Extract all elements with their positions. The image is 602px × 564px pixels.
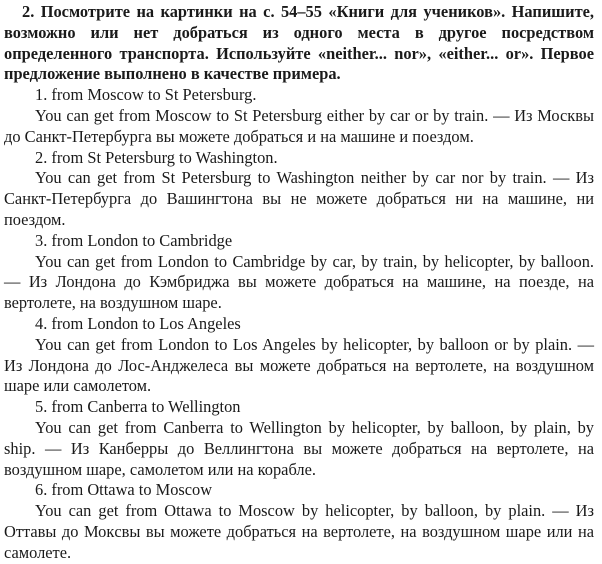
item-heading-1: 1. from Moscow to St Petersburg.: [35, 85, 257, 105]
item-answer-2: You can get from St Petersburg to Washington neither by car nor by train. — Из Санкт-Петербурга до Вашингтона вы не можете добраться ни на машине, ни поездом.: [4, 168, 594, 229]
item-answer-3: You can get from London to Cambridge by car, by train, by helicopter, by balloon. — Из Лондона до Кэмбриджа вы можете добраться на машине, на поезде, на вертолете, на воздушном шаре.: [4, 251, 594, 313]
task-instruction: 2. Посмотрите на картинки на с. 54–55 «Книги для учеников». Напишите, возможно или нет добраться из одного места в другое посредством определенного транспорта. Используйте «neither... nor», «either... or». Первое предложение выполнено в качестве примера.: [4, 2, 594, 84]
item-heading-3: 3. from London to Cambridge: [35, 230, 233, 250]
item-heading-5: 5. from Canberra to Wellington: [35, 397, 241, 417]
item-answer-1: You can get from Moscow to St Petersburg either by car or by train. — Из Москвы до Санкт-Петербурга вы можете добраться и на машине и поездом.: [4, 105, 594, 146]
item-answer-5: You can get from Canberra to Wellington by helicopter, by balloon, by plain, by ship. — Из Канберры до Веллингтона вы можете добраться на вертолете, на воздушном шаре, самолетом или на корабле.: [4, 417, 594, 479]
item-heading-4: 4. from London to Los Angeles: [35, 313, 241, 333]
item-heading-6: 6. from Ottawa to Moscow: [35, 480, 213, 500]
item-answer-4: You can get from London to Los Angeles by helicopter, by balloon or by plain. — Из Лондона до Лос-Анджелеса вы можете добраться на вертолете, на воздушном шаре или самолетом.: [4, 334, 594, 396]
item-answer-6: You can get from Ottawa to Moscow by helicopter, by balloon, by plain. — Из Оттавы до Мокcвы вы можете добраться на вертолете, на воздушном шаре или на самолете.: [4, 501, 594, 562]
exercise-page: [4, 2, 594, 564]
item-heading-2: 2. from St Petersburg to Washington.: [35, 147, 278, 167]
